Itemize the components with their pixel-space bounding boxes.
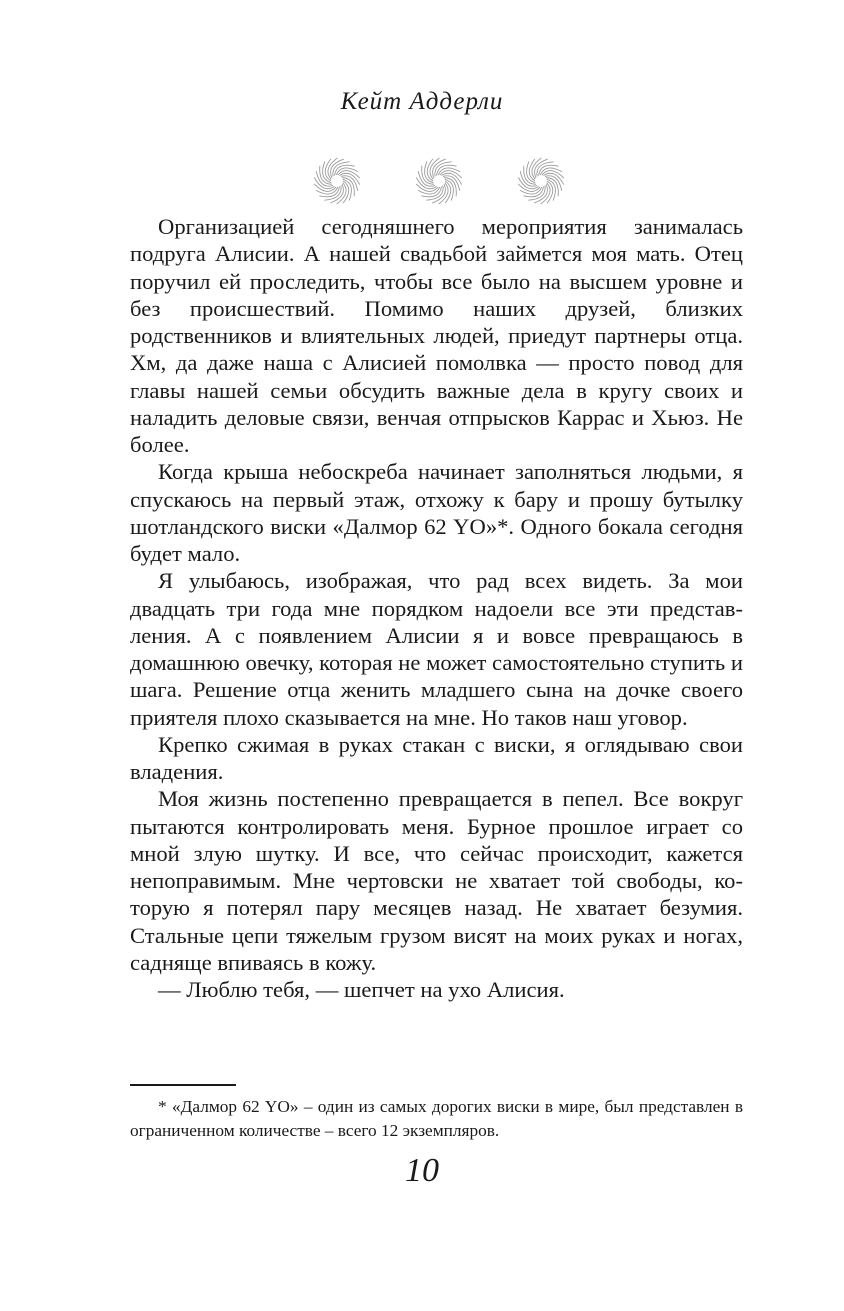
- footnote-separator: [130, 1084, 236, 1086]
- paragraph: Крепко сжимая в руках стакан с виски, я оглядываю свои владения.: [130, 731, 743, 784]
- footnote: * «Далмор 62 YO» – один из самых дорогих виски в мире, был представлен в ограниченном количестве – всего 12 экземпляров.: [130, 1097, 743, 1140]
- body-text: [130, 213, 743, 1003]
- paragraph: Моя жизнь постепенно превращается в пепел. Все вокруг пытаются контролировать меня. Бурное прошлое играет со мной злую шутку. И все, что сейчас происходит, кажется непоправимым. Мне чертовски не хватает той свободы, которую я потерял пару месяцев назад. Не хватает безумия. Стальные цепи тяжелым грузом висят на моих руках и ногах, саднящe впиваясь в кожу.: [130, 786, 743, 975]
- paragraph: — Люблю тебя, — шепчет на ухо Алисия.: [158, 977, 565, 1002]
- running-header-author: Кейт Аддерли: [340, 88, 504, 115]
- paragraph: Организацией сегодняшнего мероприятия занималась подруга Алисии. А нашей свадьбой займется моя мать. Отец поручил ей проследить, чтобы все было на высшем уровне и без происшествий. Помимо наших друзей, близких родственников и влиятельных людей, приедут партнеры отца. Хм, да даже наша с Алисией помолвка — просто повод для главы нашей семьи обсудить важные дела в кругу своих и наладить деловые связи, венчая отпрысков Каррас и Хьюз. Не более.: [130, 214, 743, 457]
- paragraph: Когда крыша небоскреба начинает заполняться людьми, я спускаюсь на первый этаж, отхожу к бару и прошу бутылку шотландского виски «Далмор 62 YO»*. Одного бокала сегодня будет мало.: [130, 459, 743, 566]
- spiral-ornament-icon: [516, 156, 566, 206]
- page-number: 10: [405, 1152, 439, 1189]
- section-divider-ornaments: [0, 156, 844, 208]
- spiral-ornament-icon: [414, 156, 464, 206]
- spiral-ornament-icon: [312, 156, 362, 206]
- paragraph: Я улыбаюсь, изображая, что рад всех видеть. За мои двадцать три года мне порядком надоели все эти представления. А с появлением Алисии я и вовсе превращаюсь в домашнюю овечку, которая не может самостоятельно ступить и шага. Решение отца женить младшего сына на дочке своего приятеля плохо сказывается на мне. Но таков наш уговор.: [130, 568, 743, 730]
